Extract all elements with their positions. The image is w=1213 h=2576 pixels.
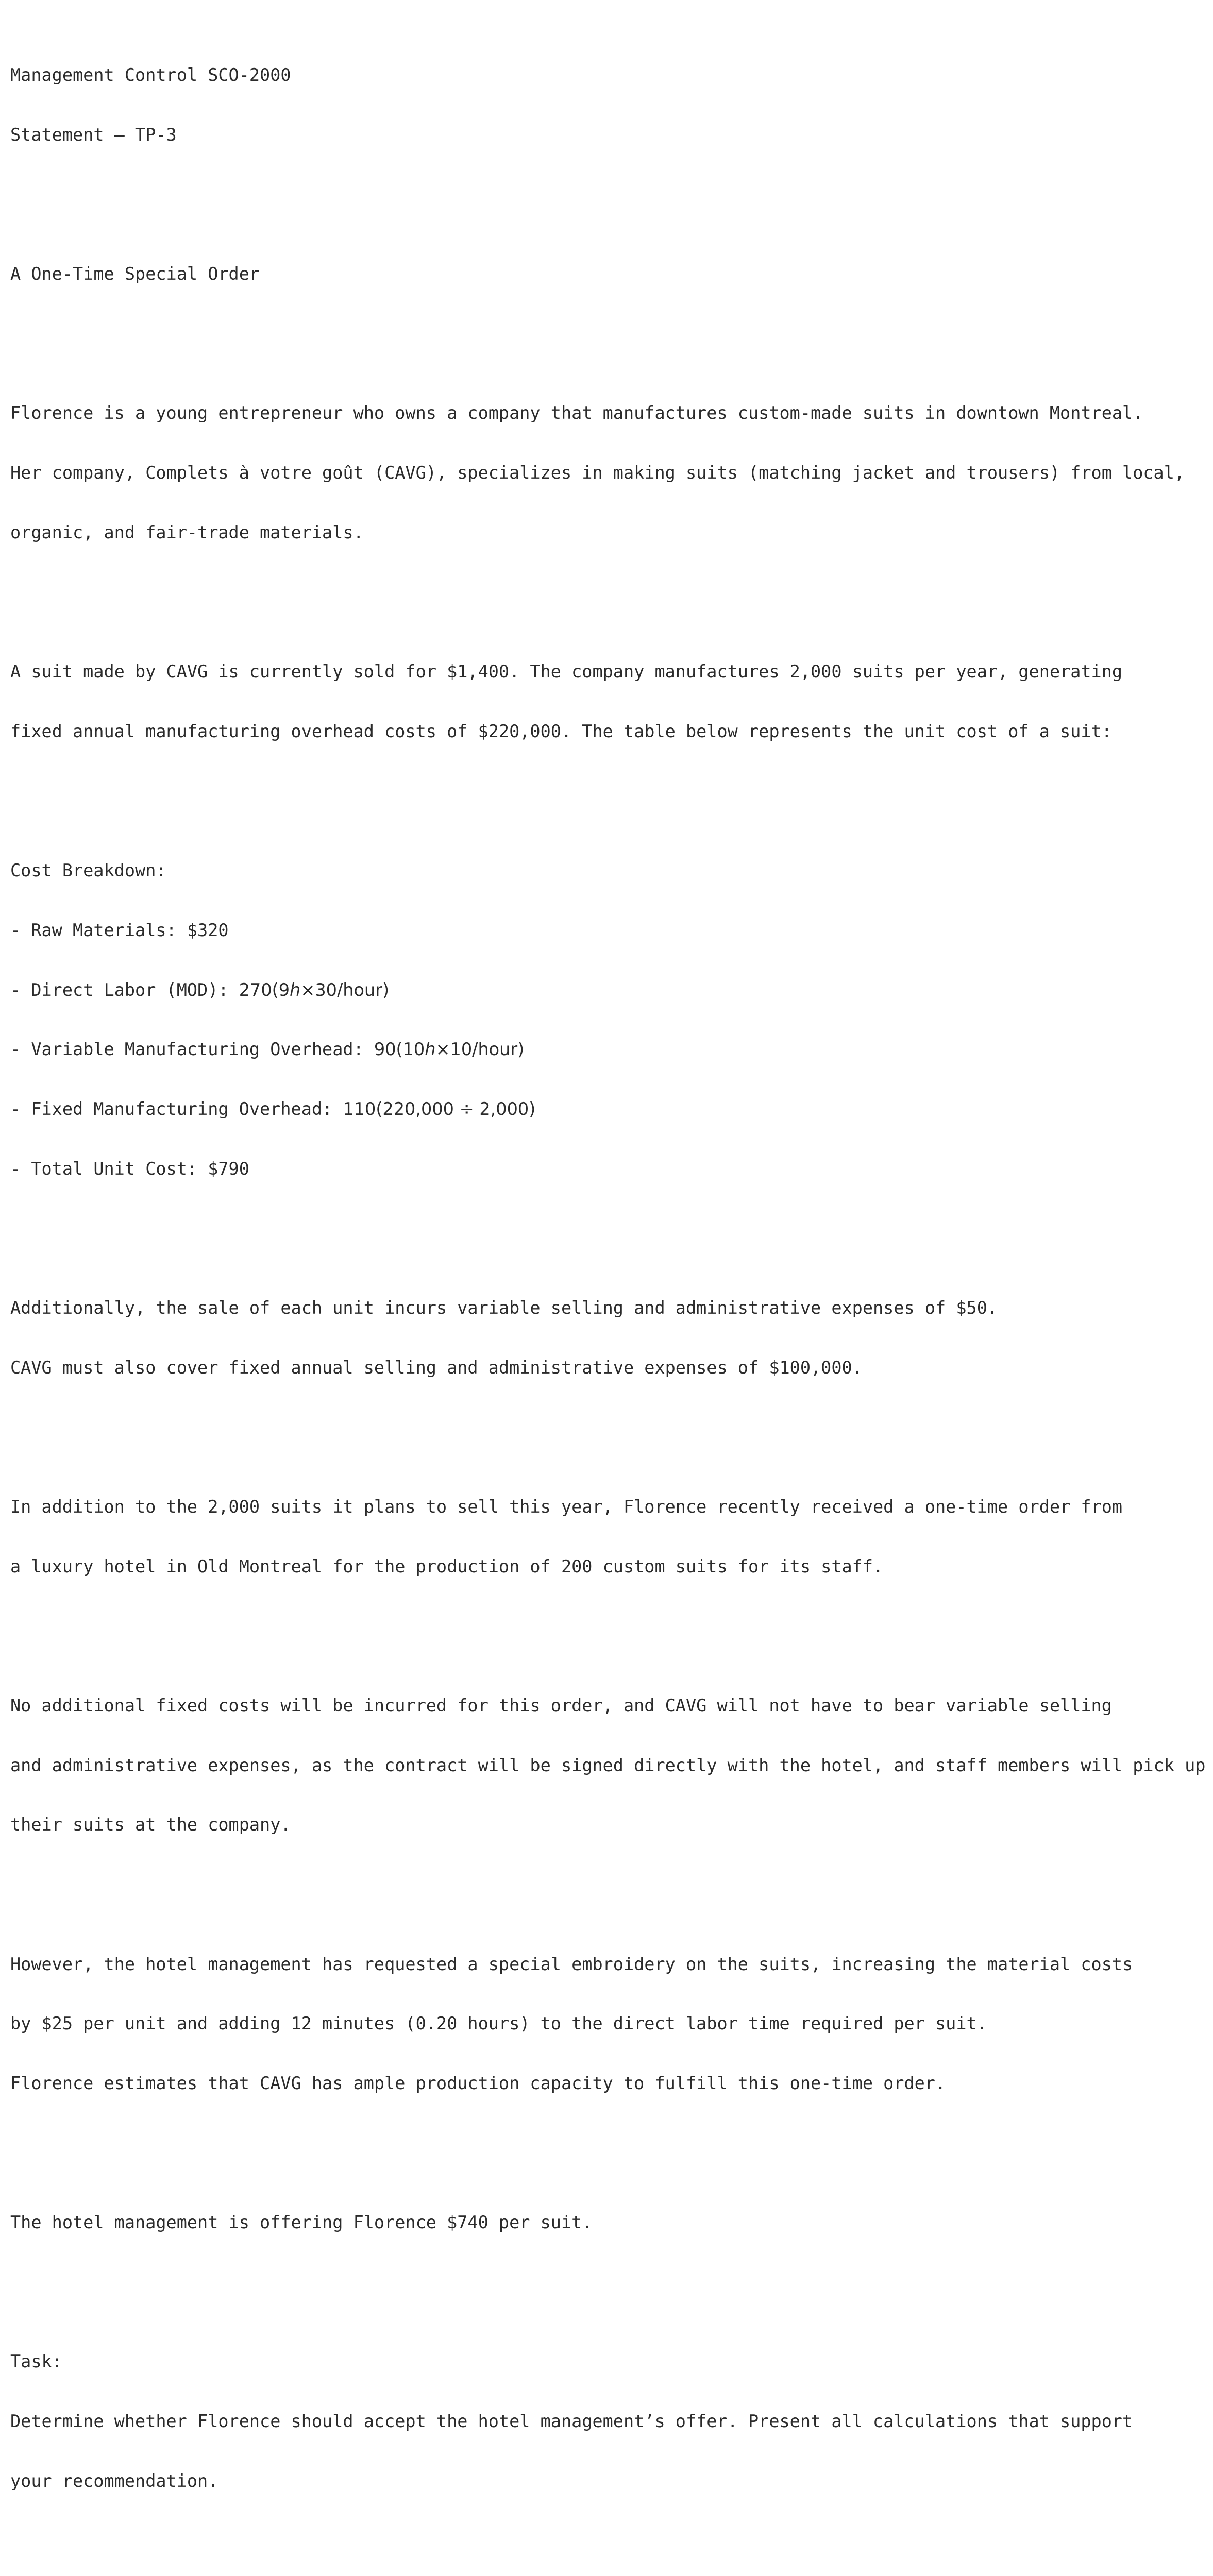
cost-variable-overhead bbox=[10, 1040, 1211, 1060]
intro-line-2: Her company, Complets à votre goût (CAVG), specializes in making suits (matching jacket and trousers) from local, bbox=[10, 463, 1185, 483]
intro-line-1: Florence is a young entrepreneur who owns a company that manufactures custom-made suits in downtown Montreal. bbox=[10, 403, 1143, 423]
embroidery-line-1: However, the hotel management has requested a special embroidery on the suits, increasing the material costs bbox=[10, 1954, 1133, 1974]
cost-fixed-overhead bbox=[10, 1099, 1211, 1120]
spacer bbox=[10, 583, 1211, 603]
special-order-line-2: a luxury hotel in Old Montreal for the production of 200 custom suits for its staff. bbox=[10, 1556, 884, 1577]
document-body bbox=[10, 26, 1211, 2576]
formula-variable: h bbox=[425, 1039, 436, 1060]
formula-part: 90(10 bbox=[374, 1039, 425, 1060]
spacer bbox=[10, 324, 1211, 344]
selling-expenses-line-2: CAVG must also cover fixed annual selling and administrative expenses of $100,000. bbox=[10, 1357, 863, 1378]
spacer bbox=[10, 2273, 1211, 2293]
cost-direct-labor-label: - Direct Labor (MOD): bbox=[10, 979, 239, 1000]
formula-part: ×10/hour) bbox=[435, 1039, 525, 1060]
cost-direct-labor bbox=[10, 980, 1211, 1001]
course-title: Management Control SCO-2000 bbox=[10, 65, 291, 86]
cost-raw-materials: - Raw Materials: $320 bbox=[10, 920, 229, 940]
intro-line-3: organic, and fair-trade materials. bbox=[10, 522, 364, 543]
cost-fixed-overhead-formula: 110(220,000 ÷ 2,000) bbox=[343, 1099, 536, 1120]
offer-line: The hotel management is offering Florence $740 per suit. bbox=[10, 2212, 593, 2233]
task-line-1: Determine whether Florence should accept the hotel management’s offer. Present all calculations that support bbox=[10, 2411, 1133, 2432]
cost-fixed-overhead-label: - Fixed Manufacturing Overhead: bbox=[10, 1099, 343, 1120]
cost-variable-overhead-label: - Variable Manufacturing Overhead: bbox=[10, 1039, 374, 1060]
spacer bbox=[10, 1617, 1211, 1637]
spacer bbox=[10, 2531, 1211, 2551]
document-title: A One-Time Special Order bbox=[10, 264, 260, 284]
embroidery-line-2: by $25 per unit and adding 12 minutes (0.20 hours) to the direct labor time required per suit. bbox=[10, 2013, 987, 2034]
cost-direct-labor-formula bbox=[239, 980, 389, 1000]
cost-total: - Total Unit Cost: $790 bbox=[10, 1158, 249, 1179]
conditions-line-1: No additional fixed costs will be incurred for this order, and CAVG will not have to bear variable selling bbox=[10, 1695, 1112, 1716]
selling-expenses-line-1: Additionally, the sale of each unit incurs variable selling and administrative expenses of $50. bbox=[10, 1298, 998, 1318]
formula-part: ×30/hour) bbox=[300, 979, 390, 1000]
spacer bbox=[10, 2133, 1211, 2154]
spacer bbox=[10, 1219, 1211, 1239]
conditions-line-2: and administrative expenses, as the contract will be signed directly with the hotel, and staff members will pick up bbox=[10, 1755, 1206, 1775]
cost-breakdown-heading: Cost Breakdown: bbox=[10, 860, 166, 880]
conditions-line-3: their suits at the company. bbox=[10, 1815, 291, 1835]
spacer bbox=[10, 1875, 1211, 1895]
formula-variable: h bbox=[290, 979, 301, 1000]
task-line-2: your recommendation. bbox=[10, 2471, 218, 2492]
special-order-line-1: In addition to the 2,000 suits it plans to sell this year, Florence recently received a one-time order from bbox=[10, 1496, 1123, 1517]
formula-part: 270(9 bbox=[239, 979, 290, 1000]
cost-variable-overhead-formula bbox=[374, 1039, 524, 1059]
spacer bbox=[10, 185, 1211, 205]
pricing-line-1: A suit made by CAVG is currently sold for $1,400. The company manufactures 2,000 suits per year, generating bbox=[10, 662, 1123, 682]
statement-label: Statement – TP-3 bbox=[10, 124, 177, 145]
spacer bbox=[10, 1418, 1211, 1438]
pricing-line-2: fixed annual manufacturing overhead costs of $220,000. The table below represents the unit cost of a suit: bbox=[10, 721, 1112, 741]
spacer bbox=[10, 782, 1211, 802]
embroidery-line-3: Florence estimates that CAVG has ample production capacity to fulfill this one-time order. bbox=[10, 2073, 946, 2094]
task-heading: Task: bbox=[10, 2351, 62, 2372]
